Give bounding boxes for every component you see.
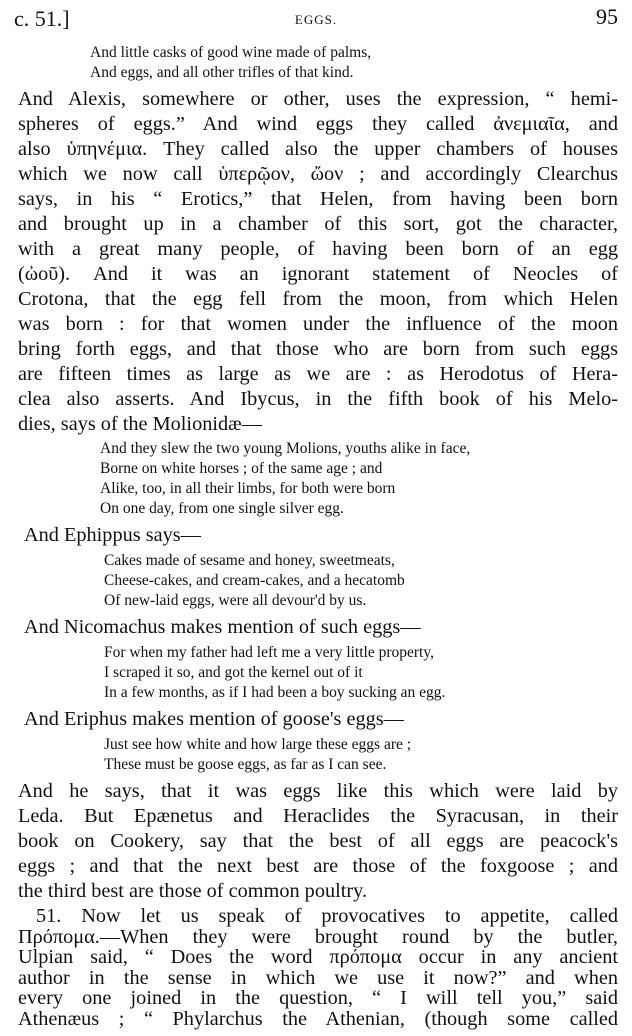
body-line: every one joined in the question, “ I will tell you,” said xyxy=(18,987,618,1010)
body-line: book on Cookery, say that the best of all eggs are peacock's xyxy=(18,830,618,852)
verse-line: For when my father had left me a very little property, xyxy=(104,644,434,661)
verse-line: Just see how white and how large these eggs are ; xyxy=(104,736,412,753)
body-line: clea also asserts. And Ibycus, in the fifth book of his Melo- xyxy=(18,388,618,410)
body-line: and brought up in a chamber of this sort, got the character, xyxy=(18,213,618,235)
body-line: bring forth eggs, and that those who are born from such eggs xyxy=(18,338,618,360)
speaker-line: And Ephippus says— xyxy=(24,524,201,546)
speaker-line: And Nicomachus makes mention of such eggs— xyxy=(24,616,421,638)
body-line: are fifteen times as large as we are : as Herodotus of Hera- xyxy=(18,363,618,385)
body-line: was born : for that women under the influence of the moon xyxy=(18,313,618,335)
body-line: And Alexis, somewhere or other, uses the expression, “ hemi- xyxy=(18,88,618,110)
body-line: (ὠοῦ). And it was an ignorant statement of Neocles of xyxy=(18,263,618,285)
verse-line: And little casks of good wine made of palms, xyxy=(90,44,372,61)
body-line: 51. Now let us speak of provocatives to appetite, called xyxy=(36,905,618,927)
verse-line: Cheese-cakes, and cream-cakes, and a hecatomb xyxy=(104,572,405,589)
chapter-marker: c. 51.] xyxy=(14,6,70,31)
body-line: with a great many people, of having been born of an egg xyxy=(18,238,618,260)
verse-line: Of new-laid eggs, were all devour'd by us. xyxy=(104,592,367,609)
verse-line: And eggs, and all other trifles of that kind. xyxy=(90,64,354,81)
body-line: Ulpian said, “ Does the word πρόπομα occur in any ancient xyxy=(18,946,618,969)
body-line: eggs ; and that the next best are those of the foxgoose ; and xyxy=(18,855,618,877)
verse-line: I scraped it so, and got the kernel out of it xyxy=(104,664,363,681)
verse-line: These must be goose eggs, as far as I can see. xyxy=(104,756,387,773)
body-line: dies, says of the Molionidæ— xyxy=(18,413,262,435)
body-line: Crotona, that the egg fell from the moon, from which Helen xyxy=(18,288,618,310)
body-line: author in the sense in which we use it now?” and when xyxy=(18,966,618,989)
page-number: 95 xyxy=(596,4,618,29)
verse-line: On one day, from one single silver egg. xyxy=(100,500,344,517)
body-line: Πρόπομα.—When they were brought round by the butler, xyxy=(18,925,618,948)
verse-line: Cakes made of sesame and honey, sweetmeats, xyxy=(104,552,395,569)
body-line: Athenæus ; “ Phylarchus the Athenian, (though some called xyxy=(18,1008,618,1030)
body-line: the third best are those of common poultry. xyxy=(18,880,368,902)
body-line: which we now call ὑπερῷον, ὤον ; and accordingly Clearchus xyxy=(18,163,618,185)
body-line: also ὑπηνέμια. They called also the upper chambers of houses xyxy=(18,138,618,160)
body-line: spheres of eggs.” And wind eggs they called ἀνεμιαῖα, and xyxy=(18,113,618,135)
verse-line: Alike, too, in all their limbs, for both were born xyxy=(100,480,396,497)
body-line: says, in his “ Erotics,” that Helen, from having been born xyxy=(18,188,618,210)
verse-line: In a few months, as if I had been a boy sucking an egg. xyxy=(104,684,446,701)
speaker-line: And Eriphus makes mention of goose's eggs— xyxy=(24,708,404,730)
body-line: And he says, that it was eggs like this which were laid by xyxy=(18,780,618,802)
body-line: Leda. But Epænetus and Heraclides the Syracusan, in their xyxy=(18,805,618,827)
running-header xyxy=(14,4,618,34)
verse-line: Borne on white horses ; of the same age ; and xyxy=(100,460,383,477)
verse-line: And they slew the two young Molions, youths alike in face, xyxy=(100,440,471,457)
running-title: EGGS. xyxy=(294,12,338,27)
